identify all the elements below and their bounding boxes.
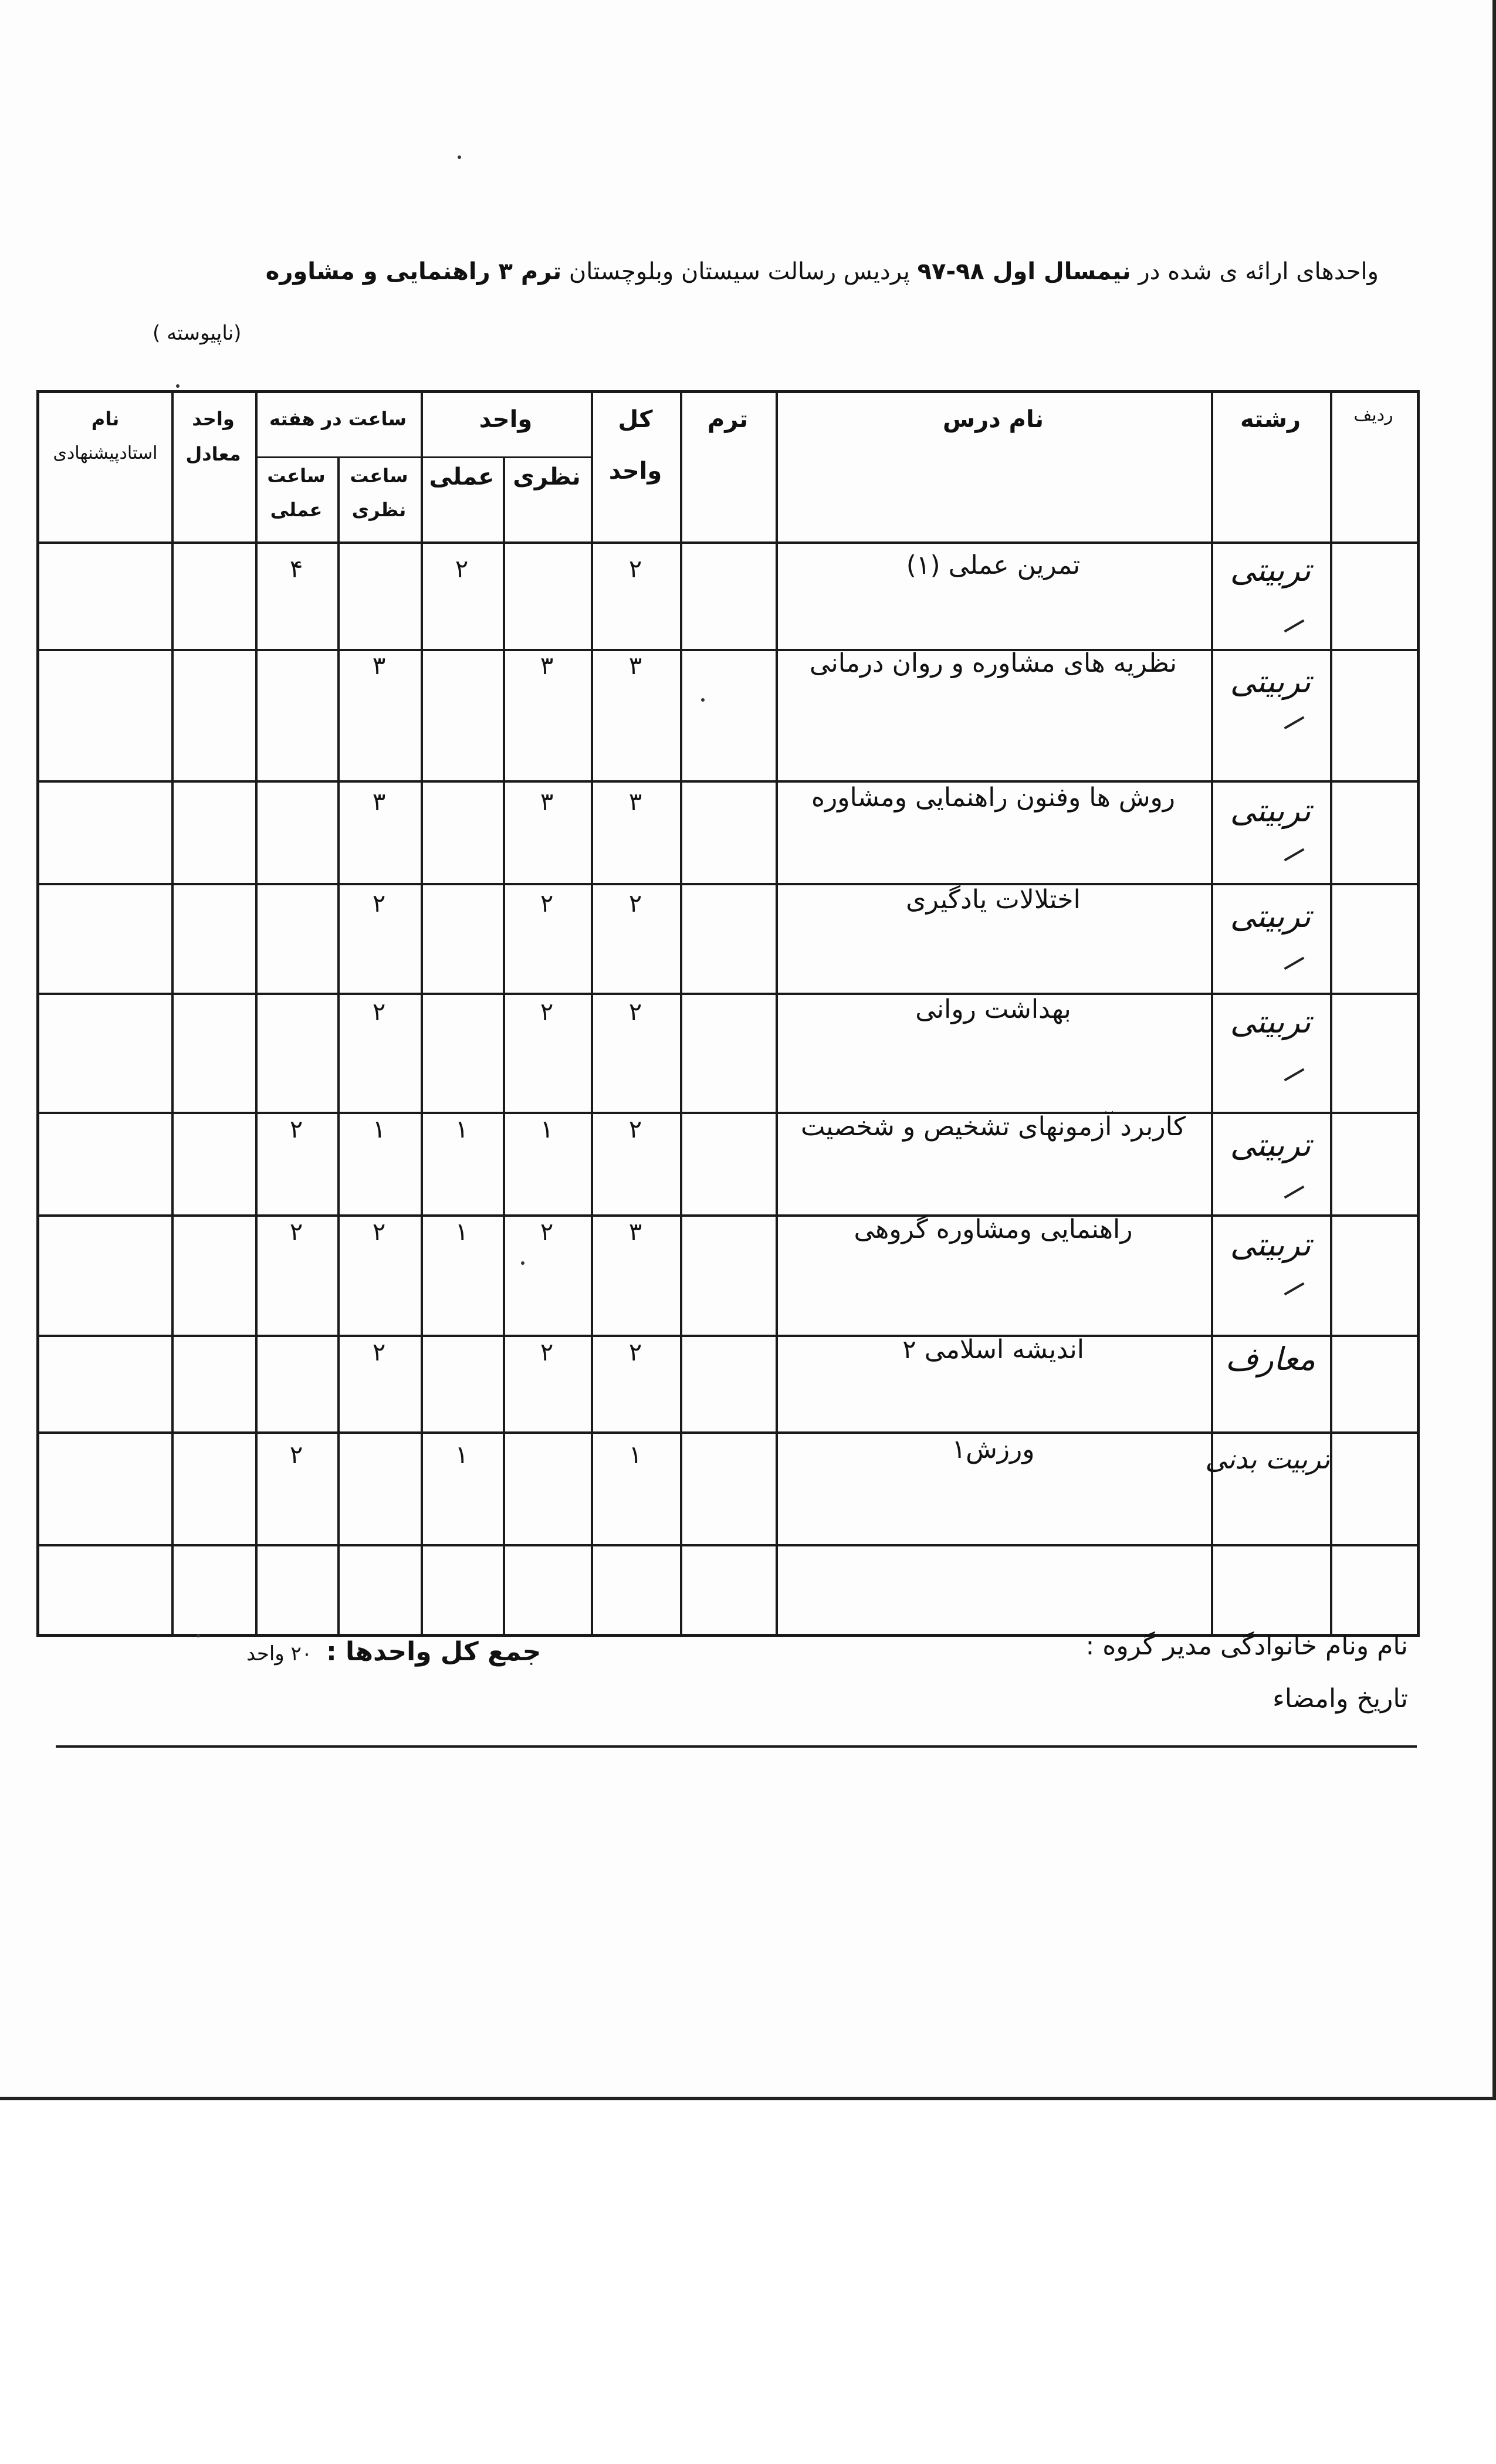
header-reshte: رشته bbox=[1240, 406, 1301, 433]
pen-mark bbox=[1284, 1186, 1305, 1199]
kol-cell: ۳ bbox=[628, 787, 642, 816]
nazari-cell: ۲ bbox=[540, 1338, 554, 1366]
header-prof: استادپیشنهادی bbox=[53, 443, 158, 463]
saat-nazari-cell: ۲ bbox=[372, 1338, 386, 1366]
saat-amali-cell: ۲ bbox=[289, 1440, 303, 1469]
nazari-cell: ۱ bbox=[540, 1115, 554, 1143]
header-hours-week: ساعت در هفته bbox=[269, 408, 407, 430]
kol-cell: ۲ bbox=[628, 997, 642, 1026]
header-saat-amali-1: ساعت bbox=[267, 465, 326, 487]
header-subline bbox=[255, 456, 591, 458]
amali-cell: ۲ bbox=[455, 554, 469, 583]
header-equiv-2: معادل bbox=[185, 443, 241, 465]
field-cell: تربیتی bbox=[1230, 898, 1311, 935]
document-subtitle: (ناپیوسته ) bbox=[153, 321, 242, 345]
field-cell: تربیتی bbox=[1230, 1226, 1311, 1263]
field-cell: تربیتی bbox=[1230, 551, 1311, 588]
col-divider bbox=[1330, 393, 1332, 1634]
pen-mark bbox=[1284, 957, 1305, 970]
kol-cell: ۲ bbox=[628, 554, 642, 583]
nazari-cell: ۲ bbox=[540, 889, 554, 918]
header-kol-vahed: واحد bbox=[608, 458, 662, 485]
course-name-cell: کاربرد آزمونهای تشخیص و شخصیت bbox=[800, 1112, 1186, 1142]
header-nazari: نظری bbox=[513, 463, 581, 490]
total-units bbox=[246, 1637, 541, 1667]
kol-cell: ۳ bbox=[628, 1217, 642, 1246]
saat-amali-cell: ۲ bbox=[289, 1115, 303, 1143]
field-cell: تربیتی bbox=[1230, 792, 1311, 829]
header-vahed: واحد bbox=[479, 406, 533, 433]
amali-cell: ۱ bbox=[455, 1115, 469, 1143]
pen-mark bbox=[1284, 1282, 1305, 1295]
scan-speck bbox=[521, 1261, 524, 1265]
header-saat-amali-2: عملی bbox=[270, 499, 323, 521]
col-divider bbox=[680, 393, 682, 1634]
header-radif: ردیف bbox=[1353, 405, 1393, 425]
date-signature-line: تاریخ وامضاء bbox=[1272, 1684, 1408, 1714]
title-part-1: واحدهای ارائه ی شده در bbox=[1138, 258, 1379, 285]
course-name-cell: ورزش۱ bbox=[952, 1434, 1035, 1464]
title-campus: پردیس رسالت سیستان وبلوچستان bbox=[568, 258, 910, 285]
header-saat-nazari-1: ساعت bbox=[350, 465, 408, 487]
saat-nazari-cell: ۲ bbox=[372, 1217, 386, 1246]
header-amali: عملی bbox=[429, 463, 495, 490]
row-divider bbox=[39, 541, 1417, 544]
saat-nazari-cell: ۱ bbox=[372, 1115, 386, 1143]
nazari-cell: ۳ bbox=[540, 651, 554, 680]
scan-speck bbox=[701, 698, 705, 702]
kol-cell: ۲ bbox=[628, 1115, 642, 1143]
header-term: ترم bbox=[707, 406, 749, 433]
row-divider bbox=[39, 1544, 1417, 1546]
document-title bbox=[205, 258, 1379, 285]
col-divider bbox=[503, 456, 505, 1634]
col-divider bbox=[337, 456, 340, 1634]
course-name-cell: تمرین عملی (۱) bbox=[906, 550, 1081, 580]
scan-speck bbox=[197, 1634, 200, 1637]
total-units-label: جمع کل واحدها : bbox=[326, 1637, 541, 1667]
header-saat-nazari-2: نظری bbox=[351, 499, 407, 521]
kol-cell: ۱ bbox=[628, 1440, 642, 1469]
field-cell: تربیتی bbox=[1230, 663, 1311, 700]
saat-nazari-cell: ۲ bbox=[372, 997, 386, 1026]
header-course-name: نام درس bbox=[942, 406, 1044, 433]
field-cell: تربیت بدنی bbox=[1205, 1443, 1330, 1475]
pen-mark bbox=[1284, 716, 1305, 729]
scan-speck bbox=[458, 155, 461, 159]
saat-amali-cell: ۲ bbox=[289, 1217, 303, 1246]
row-divider bbox=[39, 1431, 1417, 1434]
nazari-cell: ۲ bbox=[540, 997, 554, 1026]
scan-speck bbox=[176, 384, 180, 388]
nazari-cell: ۳ bbox=[540, 787, 554, 816]
amali-cell: ۱ bbox=[455, 1440, 469, 1469]
field-cell: تربیتی bbox=[1230, 1126, 1311, 1163]
course-name-cell: روش ها وفنون راهنمایی ومشاوره bbox=[811, 783, 1176, 813]
pen-mark bbox=[1284, 848, 1305, 861]
nazari-cell: ۲ bbox=[540, 1217, 554, 1246]
header-name: نام bbox=[91, 408, 120, 430]
field-cell: تربیتی bbox=[1230, 1003, 1311, 1040]
col-divider bbox=[171, 393, 174, 1634]
saat-nazari-cell: ۲ bbox=[372, 889, 386, 918]
field-cell: معارف bbox=[1225, 1341, 1316, 1377]
kol-cell: ۲ bbox=[628, 889, 642, 918]
pen-mark bbox=[1284, 620, 1305, 632]
title-term-major: ترم ۳ راهنمایی و مشاوره bbox=[265, 258, 562, 285]
kol-cell: ۲ bbox=[628, 1338, 642, 1366]
course-name-cell: نظریه های مشاوره و روان درمانی bbox=[809, 648, 1177, 678]
bottom-rule bbox=[56, 1745, 1417, 1748]
saat-nazari-cell: ۳ bbox=[372, 787, 386, 816]
course-name-cell: اختلالات یادگیری bbox=[906, 885, 1081, 915]
title-semester: نیمسال اول ۹۸-۹۷ bbox=[917, 258, 1131, 285]
course-name-cell: اندیشه اسلامی ۲ bbox=[902, 1335, 1084, 1365]
saat-nazari-cell: ۳ bbox=[372, 651, 386, 680]
header-kol: کل bbox=[618, 406, 653, 433]
amali-cell: ۱ bbox=[455, 1217, 469, 1246]
courses-table bbox=[36, 390, 1420, 1637]
kol-cell: ۳ bbox=[628, 651, 642, 680]
pen-mark bbox=[1284, 1068, 1305, 1081]
total-units-value: ۲۰ واحد bbox=[246, 1642, 313, 1666]
header-equiv-1: واحد bbox=[192, 408, 235, 430]
saat-amali-cell: ۴ bbox=[289, 554, 303, 583]
course-name-cell: راهنمایی ومشاوره گروهی bbox=[854, 1214, 1133, 1244]
manager-name-line: نام ونام خانوادگی مدیر گروه : bbox=[1085, 1631, 1408, 1661]
course-name-cell: بهداشت روانی bbox=[915, 994, 1071, 1024]
